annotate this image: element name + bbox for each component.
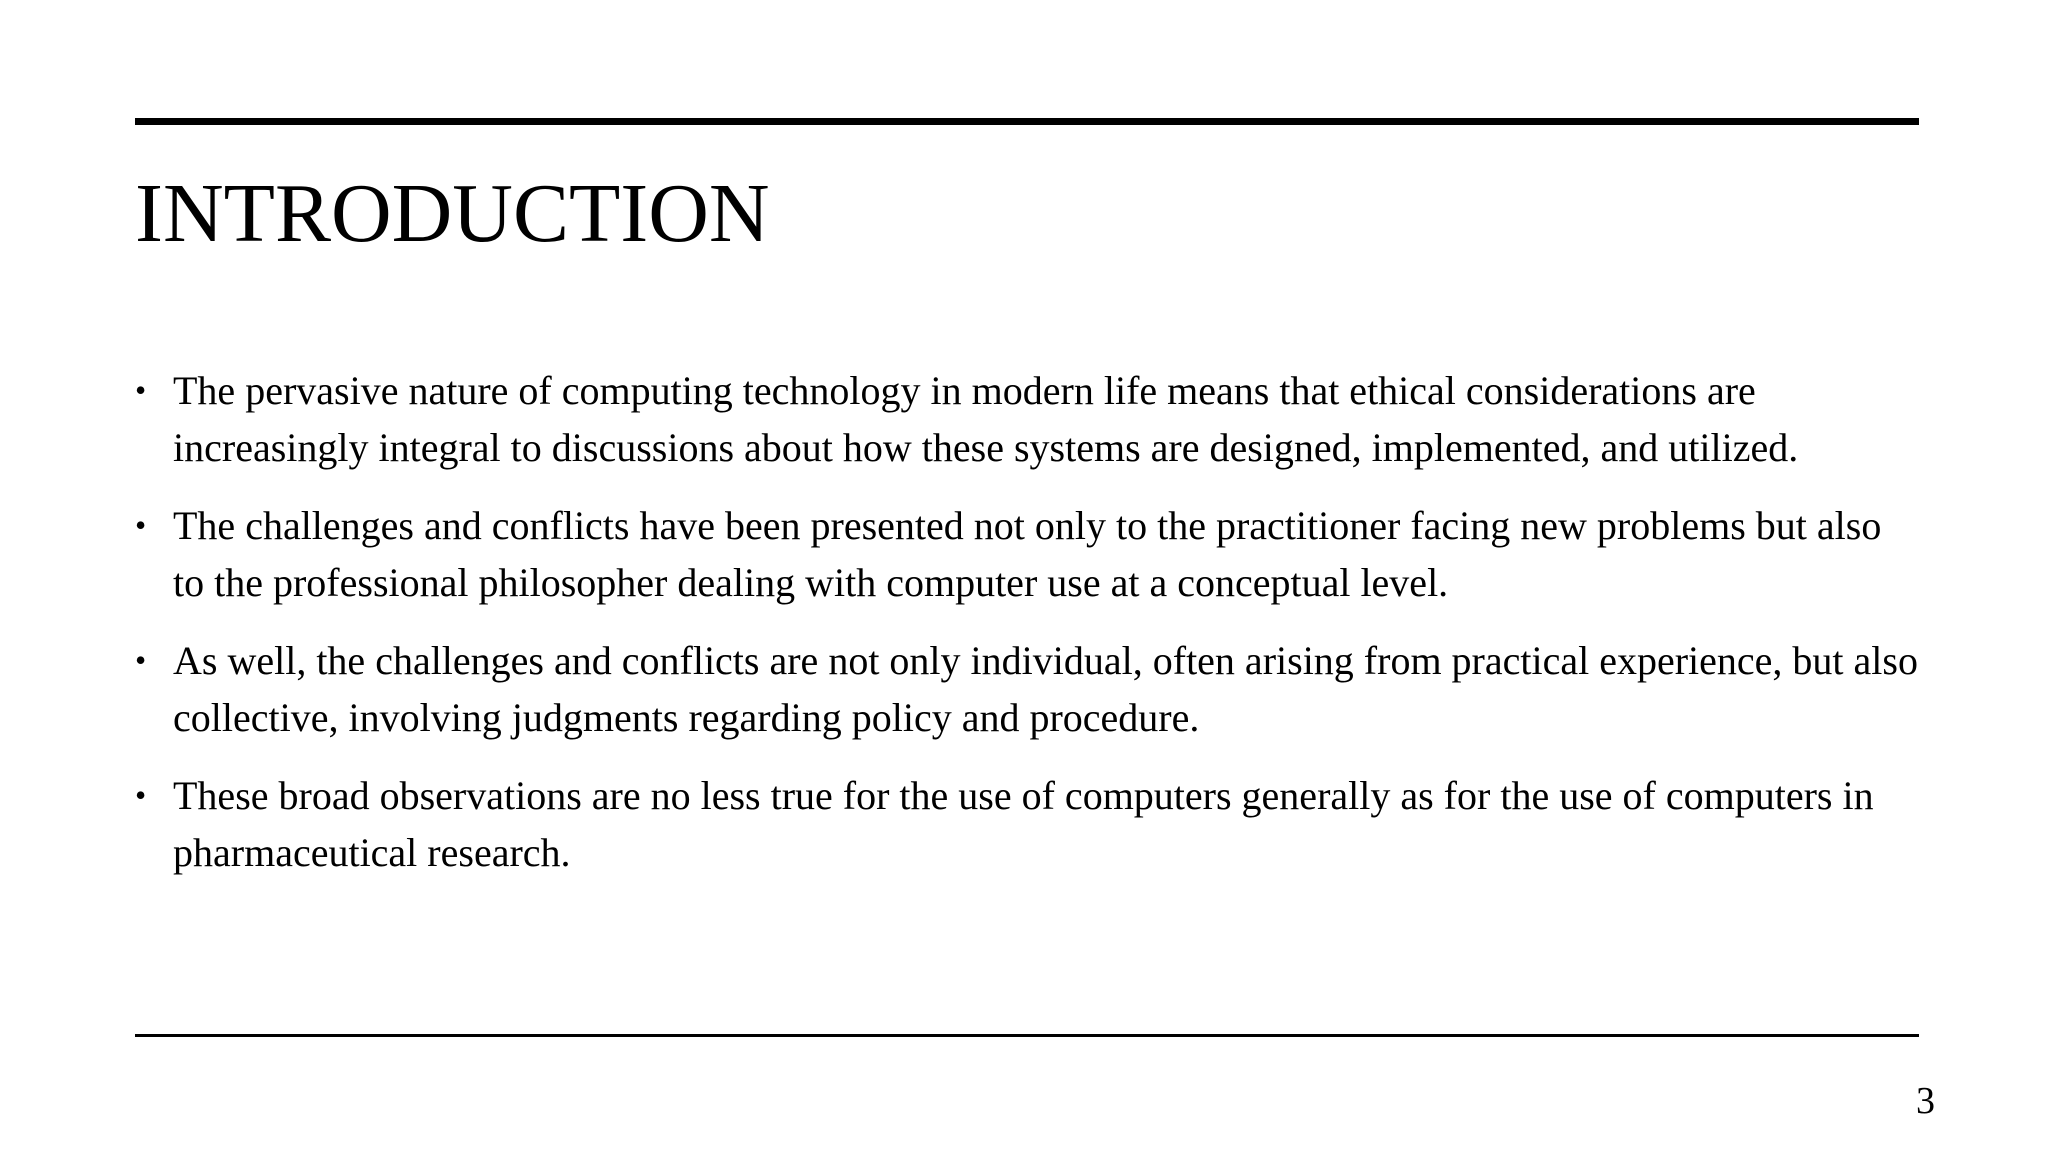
bullet-item xyxy=(135,497,1919,611)
bullet-dot-icon: • xyxy=(135,507,147,543)
bottom-divider xyxy=(135,1034,1919,1037)
bullet-dot-icon: • xyxy=(135,372,147,408)
bullet-list xyxy=(135,362,1919,902)
top-divider xyxy=(135,118,1919,125)
bullet-text: The pervasive nature of computing technology in modern life means that ethical considerations are increasingly integral to discussions about how these systems are designed, implemented, and utilized. xyxy=(173,368,1799,470)
bullet-text: The challenges and conflicts have been presented not only to the practitioner facing new problems but also to the professional philosopher dealing with computer use at a conceptual level. xyxy=(173,503,1882,605)
bullet-item xyxy=(135,767,1919,881)
slide-title: INTRODUCTION xyxy=(135,167,770,260)
bullet-dot-icon: • xyxy=(135,777,147,813)
bullet-text: As well, the challenges and conflicts are not only individual, often arising from practical experience, but also collective, involving judgments regarding policy and procedure. xyxy=(173,638,1918,740)
page-number: 3 xyxy=(1916,1080,1935,1122)
bullet-dot-icon: • xyxy=(135,642,147,678)
bullet-text: These broad observations are no less true for the use of computers generally as for the use of computers in pharmaceutical research. xyxy=(173,773,1874,875)
bullet-item xyxy=(135,632,1919,746)
bullet-item xyxy=(135,362,1919,476)
